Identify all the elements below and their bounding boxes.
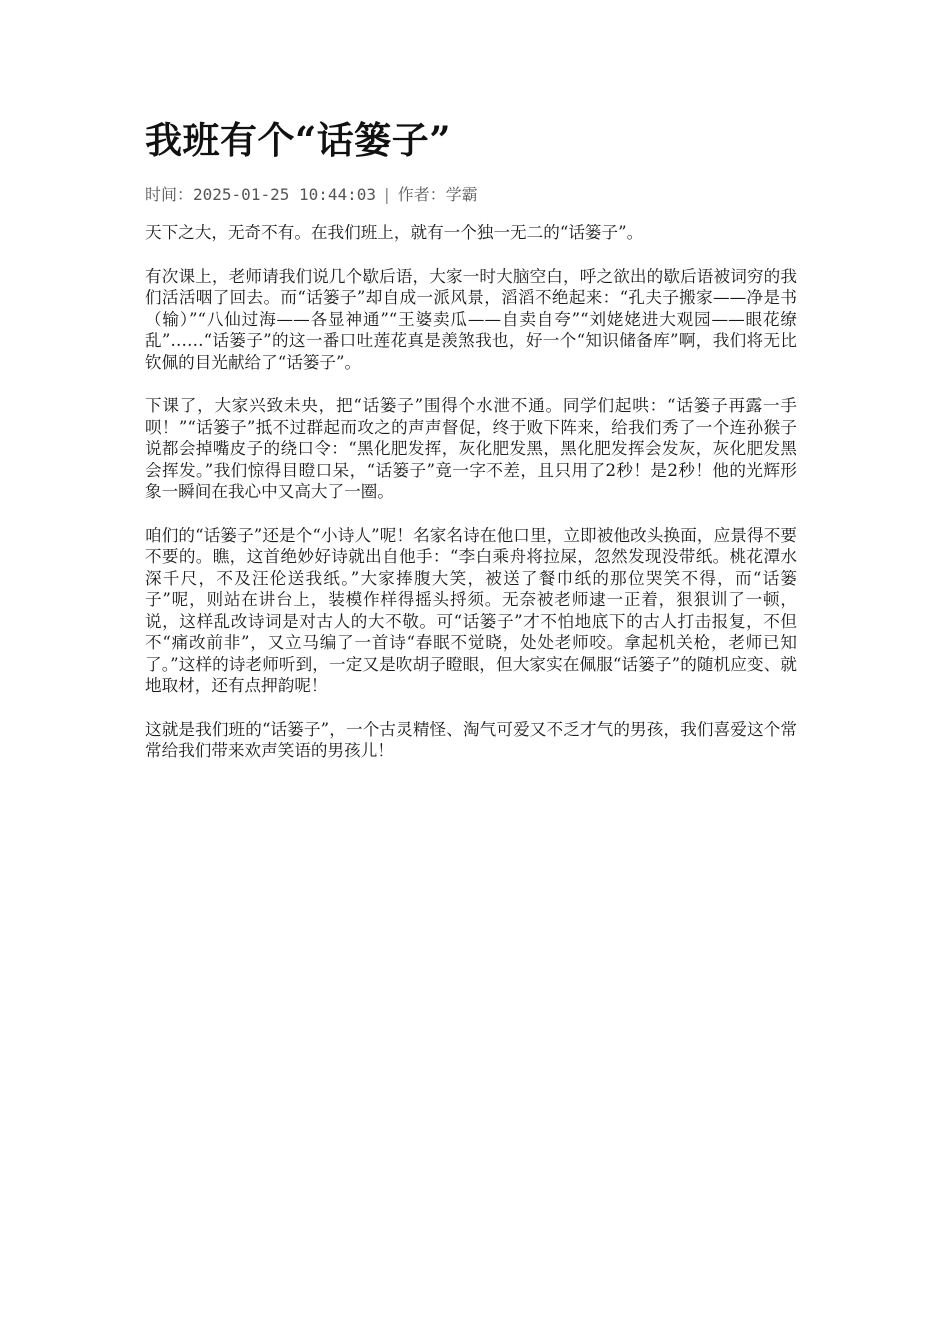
paragraph-5: 这就是我们班的“话篓子”，一个古灵精怪、淘气可爱又不乏才气的男孩，我们喜爱这个常常给我们带来欢声笑语的男孩儿！ (145, 719, 797, 760)
paragraph-1: 天下之大，无奇不有。在我们班上，就有一个独一无二的“话篓子”。 (145, 223, 644, 242)
publish-time: 2025-01-25 10:44:03 (193, 185, 377, 204)
paragraph-3: 下课了，大家兴致未央，把“话篓子”围得个水泄不通。同学们起哄：“话篓子再露一手呗！”“话篓子”抵不过群起而攻之的声声督促，终于败下阵来，给我们秀了一个连孙猴子说都会掉嘴皮子的绕口令：“黑化肥发挥，灰化肥发黑，黑化肥发挥会发灰，灰化肥发黑会挥发。”我们惊得目瞪口呆，“话篓子”竟一字不差，且只用了2秒！是2秒！他的光辉形象一瞬间在我心中又高大了一圈。 (145, 396, 797, 501)
article-title: 我班有个“话篓子” (145, 118, 452, 162)
paragraph-4: 咱们的“话篓子”还是个“小诗人”呢！名家名诗在他口里，立即被他改头换面，应景得不要不要的。瞧，这首绝妙好诗就出自他手：“李白乘舟将拉屎，忽然发现没带纸。桃花潭水深千尺，不及汪伦送我纸。”大家捧腹大笑，被送了餐巾纸的那位哭笑不得，而“话篓子”呢，则站在讲台上，装模作样得摇头捋须。无奈被老师逮一正着，狠狠训了一顿，说，这样乱改诗词是对古人的大不敬。可“话篓子”才不怕地底下的古人打击报复，不但不“痛改前非”，又立马编了一首诗“春眠不觉晓，处处老师咬。拿起机关枪，老师已知了。”这样的诗老师听到，一定又是吹胡子瞪眼，但大家实在佩服“话篓子”的随机应变、就地取材，还有点押韵呢！ (145, 525, 797, 695)
article (145, 112, 797, 784)
article-meta (145, 182, 797, 208)
meta-separator: | (382, 185, 392, 204)
author-label: 作者： (397, 185, 446, 204)
author-name: 学霸 (445, 185, 478, 204)
time-label: 时间： (145, 185, 194, 204)
article-body (145, 222, 797, 762)
paragraph-2: 有次课上，老师请我们说几个歇后语，大家一时大脑空白，呼之欲出的歇后语被词穷的我们活活咽了回去。而“话篓子”却自成一派风景，滔滔不绝起来：“孔夫子搬家——净是书（输）”“八仙过海——各显神通”“王婆卖瓜——自卖自夸”“刘姥姥进大观园——眼花缭乱”……“话篓子”的这一番口吐莲花真是羡煞我也，好一个“知识储备库”啊，我们将无比钦佩的目光献给了“话篓子”。 (145, 266, 797, 372)
